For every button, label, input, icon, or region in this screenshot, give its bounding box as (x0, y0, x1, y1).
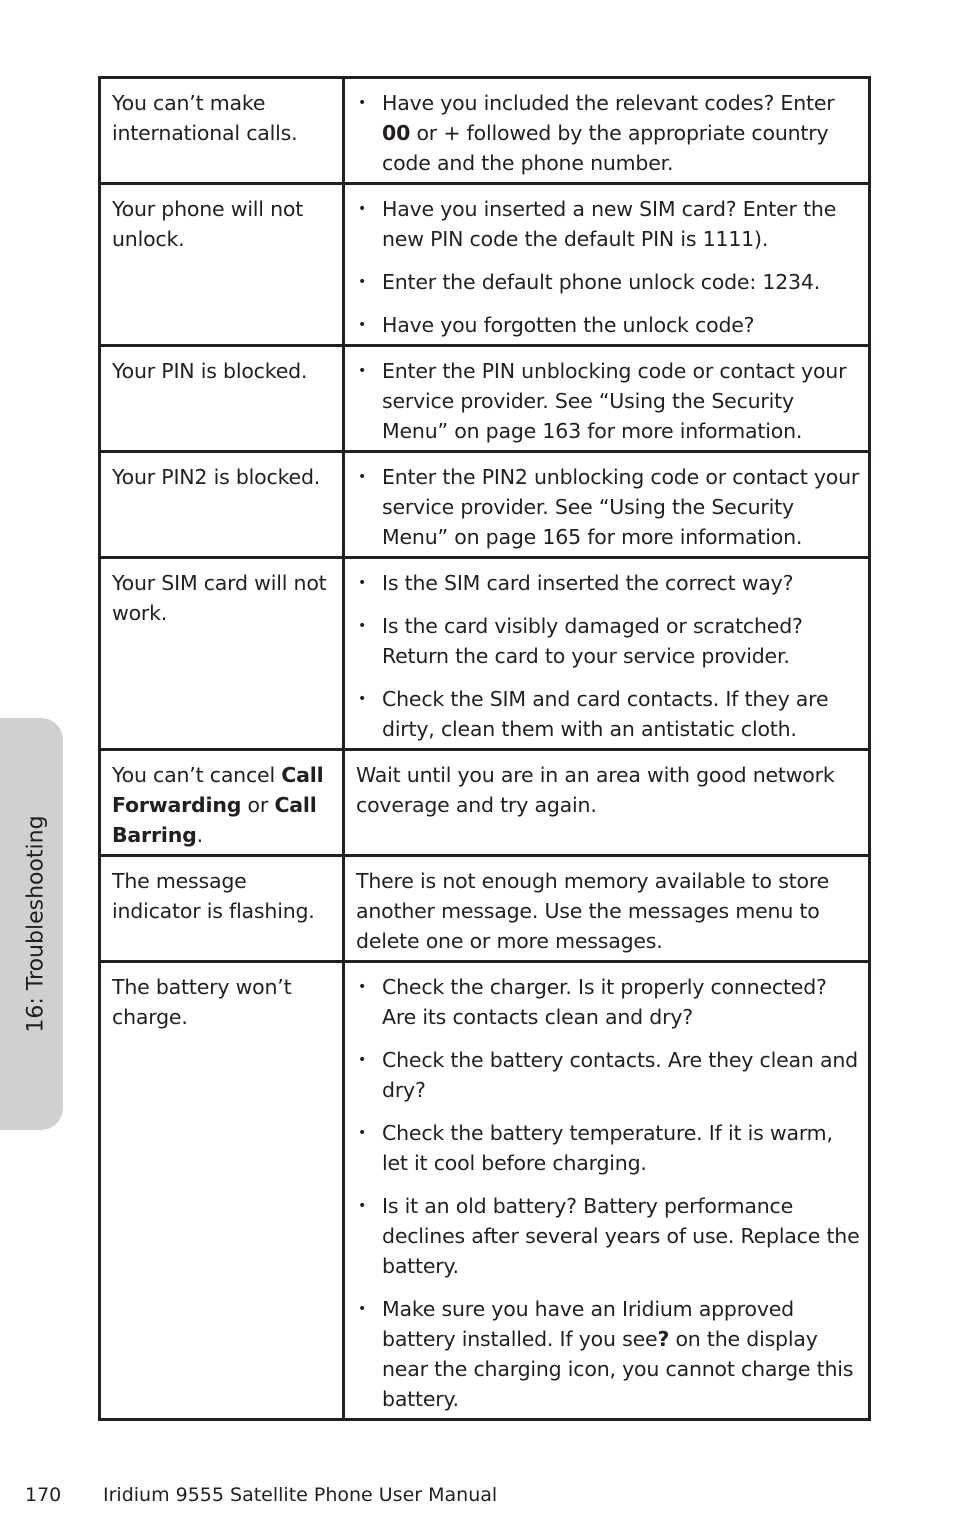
solution-list (356, 462, 860, 552)
solution-item: • Is the card visibly damaged or scratched? Return the card to your service provider. (356, 611, 860, 671)
solution-list (356, 356, 860, 446)
solution-item: • Enter the PIN2 unblocking code or contact your service provider. See “Using the Security Menu” on page 165 for more information. (356, 462, 860, 552)
table-row (100, 558, 870, 750)
chapter-label: 16: Troubleshooting (23, 815, 49, 1033)
troubleshooting-table (98, 76, 871, 1421)
solution-cell (344, 962, 870, 1420)
solution-item: • Have you inserted a new SIM card? Enter the new PIN code the default PIN is 1111). (356, 194, 860, 254)
problem-cell: You can’t make international calls. (100, 78, 344, 184)
table-row (100, 750, 870, 856)
solution-cell (344, 346, 870, 452)
manual-title: Iridium 9555 Satellite Phone User Manual (103, 1484, 498, 1506)
solution-cell: Wait until you are in an area with good network coverage and try again. (344, 750, 870, 856)
table-row (100, 856, 870, 962)
solution-item: • Check the charger. Is it properly connected? Are its contacts clean and dry? (356, 972, 860, 1032)
solution-item: • Check the battery contacts. Are they clean and dry? (356, 1045, 860, 1105)
solution-list (356, 568, 860, 744)
problem-cell: The message indicator is flashing. (100, 856, 344, 962)
table-row (100, 78, 870, 184)
table-row (100, 452, 870, 558)
solution-item: • Enter the default phone unlock code: 1234. (356, 267, 860, 297)
solution-cell (344, 452, 870, 558)
solution-item: • Enter the PIN unblocking code or contact your service provider. See “Using the Security Menu” on page 163 for more information. (356, 356, 860, 446)
solution-cell (344, 78, 870, 184)
solution-cell (344, 558, 870, 750)
solution-item: • Have you forgotten the unlock code? (356, 310, 860, 340)
problem-cell: Your PIN is blocked. (100, 346, 344, 452)
problem-cell: Your SIM card will not work. (100, 558, 344, 750)
solution-item: • Check the SIM and card contacts. If they are dirty, clean them with an antistatic cloth. (356, 684, 860, 744)
solution-list (356, 972, 860, 1414)
problem-cell: Your phone will not unlock. (100, 184, 344, 346)
problem-cell: You can’t cancel Call Forwarding or Call Barring. (100, 750, 344, 856)
page-number: 170 (25, 1484, 62, 1506)
solution-item: • Is the SIM card inserted the correct way? (356, 568, 860, 598)
solution-list (356, 88, 860, 178)
table-row (100, 184, 870, 346)
problem-cell: Your PIN2 is blocked. (100, 452, 344, 558)
solution-cell (344, 184, 870, 346)
solution-item: • Have you included the relevant codes? Enter 00 or + followed by the appropriate country code and the phone number. (356, 88, 860, 178)
solution-item: • Check the battery temperature. If it is warm, let it cool before charging. (356, 1118, 860, 1178)
problem-cell: The battery won’t charge. (100, 962, 344, 1420)
solution-cell: There is not enough memory available to store another message. Use the messages menu to delete one or more messages. (344, 856, 870, 962)
table-row (100, 962, 870, 1420)
solution-item: • Is it an old battery? Battery performance declines after several years of use. Replace the battery. (356, 1191, 860, 1281)
solution-item: • Make sure you have an Iridium approved battery installed. If you see? on the display near the charging icon, you cannot charge this battery. (356, 1294, 860, 1414)
solution-list (356, 194, 860, 340)
table-row (100, 346, 870, 452)
